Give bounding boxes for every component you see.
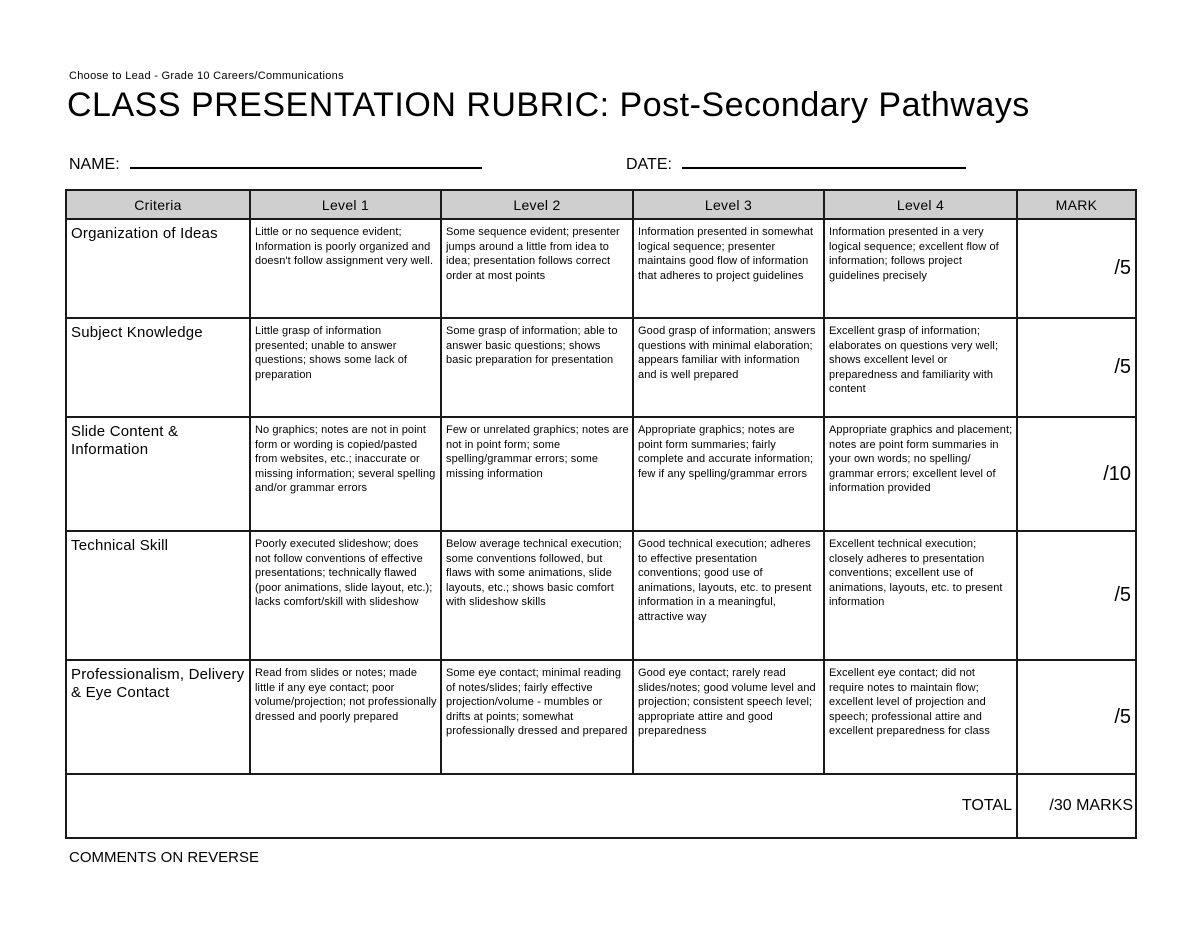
document-title: CLASS PRESENTATION RUBRIC: Post-Secondary Pathways — [67, 86, 1030, 124]
date-label: DATE: — [626, 156, 672, 173]
level-cell: Good eye contact; rarely read slides/notes; good volume level and projection; consistent speech level; appropriate attire and good preparedness — [633, 660, 824, 774]
level-cell: Excellent eye contact; did not require notes to maintain flow; excellent level of projection and speech; professional attire and excellent preparedness for class — [824, 660, 1017, 774]
mark-cell: /10 — [1017, 417, 1136, 531]
header-level-1: Level 1 — [250, 190, 441, 219]
criteria-cell: Organization of Ideas — [66, 219, 250, 318]
criteria-cell: Technical Skill — [66, 531, 250, 660]
criteria-cell: Slide Content & Information — [66, 417, 250, 531]
mark-cell: /5 — [1017, 531, 1136, 660]
level-cell: Some grasp of information; able to answer basic questions; shows basic preparation for presentation — [441, 318, 633, 417]
name-field — [69, 153, 482, 174]
level-cell: Some eye contact; minimal reading of notes/slides; fairly effective projection/volume - mumbles or drifts at points; somewhat professionally dressed and prepared — [441, 660, 633, 774]
header-level-3: Level 3 — [633, 190, 824, 219]
level-cell: Appropriate graphics; notes are point form summaries; fairly complete and accurate information; few if any spelling/grammar errors — [633, 417, 824, 531]
level-cell: Excellent grasp of information; elaborates on questions very well; shows excellent level or preparedness and familiarity with content — [824, 318, 1017, 417]
header-level-2: Level 2 — [441, 190, 633, 219]
table-header-row — [66, 190, 1136, 219]
total-label: TOTAL — [66, 774, 1017, 838]
date-field — [626, 153, 966, 174]
table-row — [66, 219, 1136, 318]
header-mark: MARK — [1017, 190, 1136, 219]
mark-cell: /5 — [1017, 219, 1136, 318]
table-row — [66, 318, 1136, 417]
level-cell: Read from slides or notes; made little if any eye contact; poor volume/projection; not professionally dressed and poorly prepared — [250, 660, 441, 774]
date-blank-line — [682, 153, 966, 169]
mark-cell: /5 — [1017, 318, 1136, 417]
level-cell: Excellent technical execution; closely adheres to presentation conventions; excellent use of animations, layouts, etc. to present information — [824, 531, 1017, 660]
mark-cell: /5 — [1017, 660, 1136, 774]
name-blank-line — [130, 153, 482, 169]
level-cell: Good technical execution; adheres to effective presentation conventions; good use of animations, layouts, etc. to present information in a meaningful, attractive way — [633, 531, 824, 660]
level-cell: Little or no sequence evident; Information is poorly organized and doesn't follow assignment very well. — [250, 219, 441, 318]
table-row — [66, 417, 1136, 531]
level-cell: Appropriate graphics and placement; notes are point form summaries in your own words; no spelling/ grammar errors; excellent level of information provided — [824, 417, 1017, 531]
level-cell: Information presented in somewhat logical sequence; presenter maintains good flow of information that adheres to project guidelines — [633, 219, 824, 318]
level-cell: Below average technical execution; some conventions followed, but flaws with some animations, slide layouts, etc.; shows basic comfort with slideshow skills — [441, 531, 633, 660]
table-row — [66, 531, 1136, 660]
level-cell: Good grasp of information; answers questions with minimal elaboration; appears familiar with information and is well prepared — [633, 318, 824, 417]
total-value: /30 MARKS — [1017, 774, 1136, 838]
level-cell: Little grasp of information presented; unable to answer questions; shows some lack of preparation — [250, 318, 441, 417]
level-cell: Poorly executed slideshow; does not follow conventions of effective presentations; technically flawed (poor animations, slide layout, etc.); lacks comfort/skill with slideshow — [250, 531, 441, 660]
comments-note: COMMENTS ON REVERSE — [69, 849, 260, 866]
criteria-cell: Subject Knowledge — [66, 318, 250, 417]
level-cell: Few or unrelated graphics; notes are not in point form; some spelling/grammar errors; some missing information — [441, 417, 633, 531]
level-cell: Some sequence evident; presenter jumps around a little from idea to idea; presentation follows correct order at most points — [441, 219, 633, 318]
header-criteria: Criteria — [66, 190, 250, 219]
document-subtitle: Choose to Lead - Grade 10 Careers/Communications — [69, 70, 344, 82]
level-cell: No graphics; notes are not in point form or wording is copied/pasted from websites, etc.; inaccurate or missing information; several spelling and/or grammar errors — [250, 417, 441, 531]
total-row — [66, 774, 1136, 838]
header-level-4: Level 4 — [824, 190, 1017, 219]
name-label: NAME: — [69, 156, 120, 173]
table-row — [66, 660, 1136, 774]
criteria-cell: Professionalism, Delivery & Eye Contact — [66, 660, 250, 774]
rubric-table — [65, 189, 1137, 839]
level-cell: Information presented in a very logical sequence; excellent flow of information; follows project guidelines precisely — [824, 219, 1017, 318]
